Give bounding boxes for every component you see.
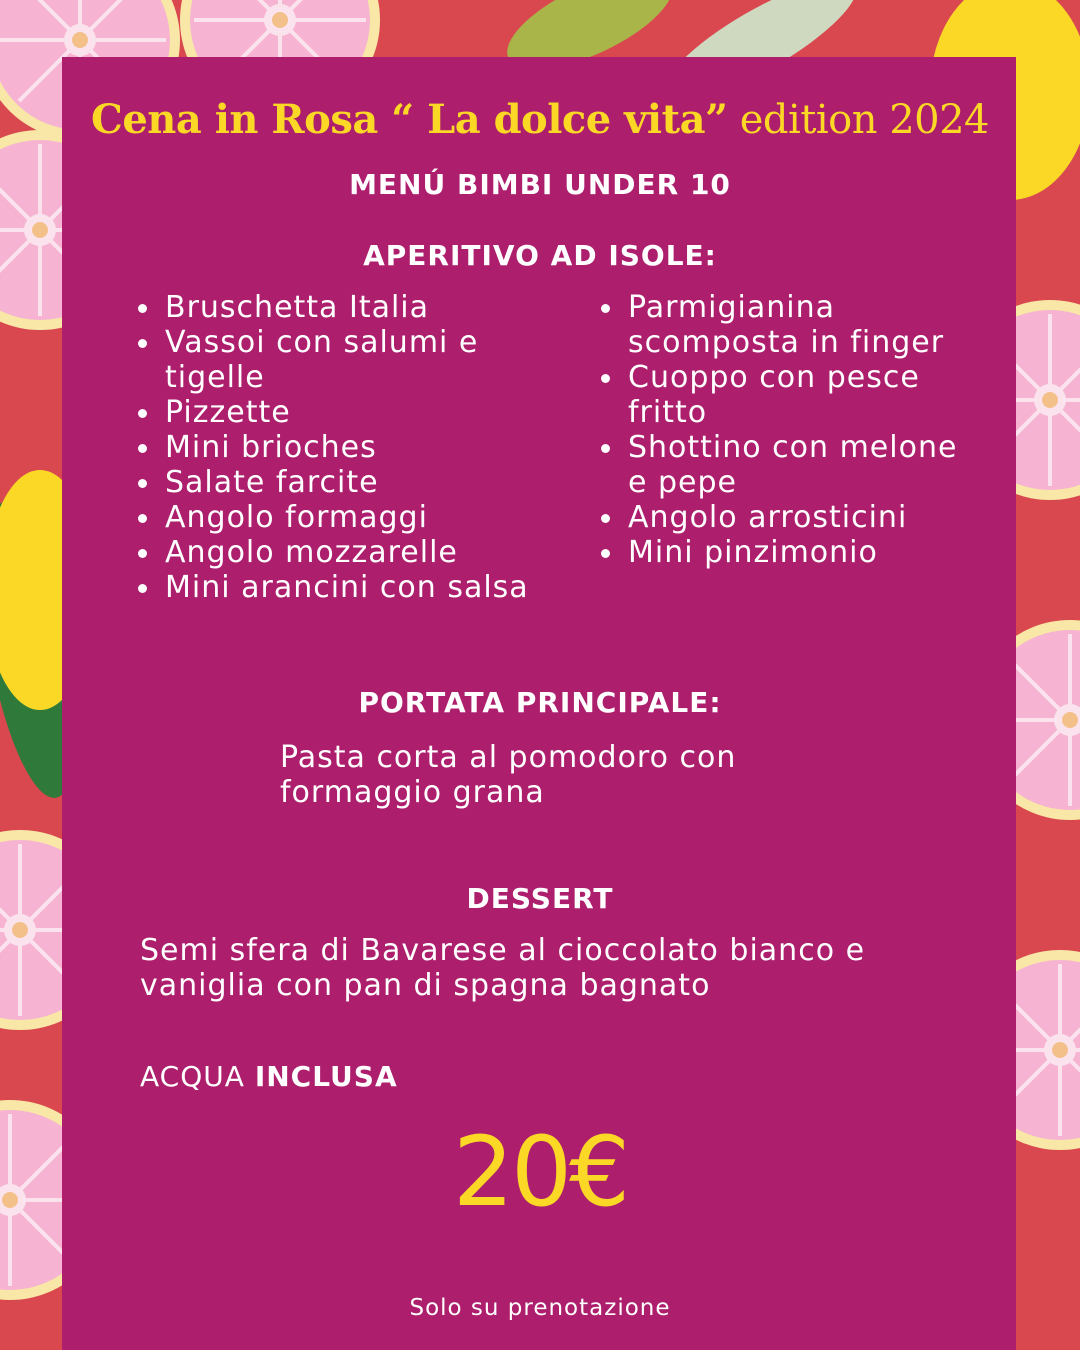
water-label: ACQUA (140, 1060, 255, 1093)
menu-item: Angolo arrosticini (600, 500, 980, 535)
menu-item: Pizzette (137, 395, 587, 430)
menu-heading: MENÚ BIMBI UNDER 10 (349, 168, 731, 201)
aperitivo-list-right (600, 290, 980, 570)
menu-item: Shottino con melone e pepe (600, 430, 980, 500)
menu-item: Mini pinzimonio (600, 535, 980, 570)
dessert-heading: DESSERT (466, 882, 614, 915)
reservation-note: Solo su prenotazione (409, 1295, 671, 1321)
price: 20€ (452, 1116, 628, 1228)
menu-item: Parmigianina scomposta in finger (600, 290, 980, 360)
menu-item: Mini arancini con salsa (137, 570, 587, 605)
menu-item: Angolo formaggi (137, 500, 587, 535)
menu-item: Salate farcite (137, 465, 587, 500)
aperitivo-list-left (137, 290, 587, 605)
menu-item: Cuoppo con pesce fritto (600, 360, 980, 430)
event-title (0, 96, 1080, 143)
menu-item: Vassoi con salumi e tigelle (137, 325, 587, 395)
portata-text: Pasta corta al pomodoro con formaggio grana (280, 740, 737, 810)
menu-item: Mini brioches (137, 430, 587, 465)
portata-heading: PORTATA PRINCIPALE: (358, 686, 722, 719)
aperitivo-heading: APERITIVO AD ISOLE: (363, 239, 717, 272)
event-title-edition: edition 2024 (727, 97, 990, 143)
water-emphasis: INCLUSA (254, 1060, 398, 1093)
event-title-name: Cena in Rosa “ La dolce vita” (90, 96, 728, 143)
dessert-text: Semi sfera di Bavarese al cioccolato bianco e vaniglia con pan di spagna bagnato (140, 933, 866, 1003)
menu-item: Bruschetta Italia (137, 290, 587, 325)
water-included (140, 1060, 398, 1093)
menu-item: Angolo mozzarelle (137, 535, 587, 570)
